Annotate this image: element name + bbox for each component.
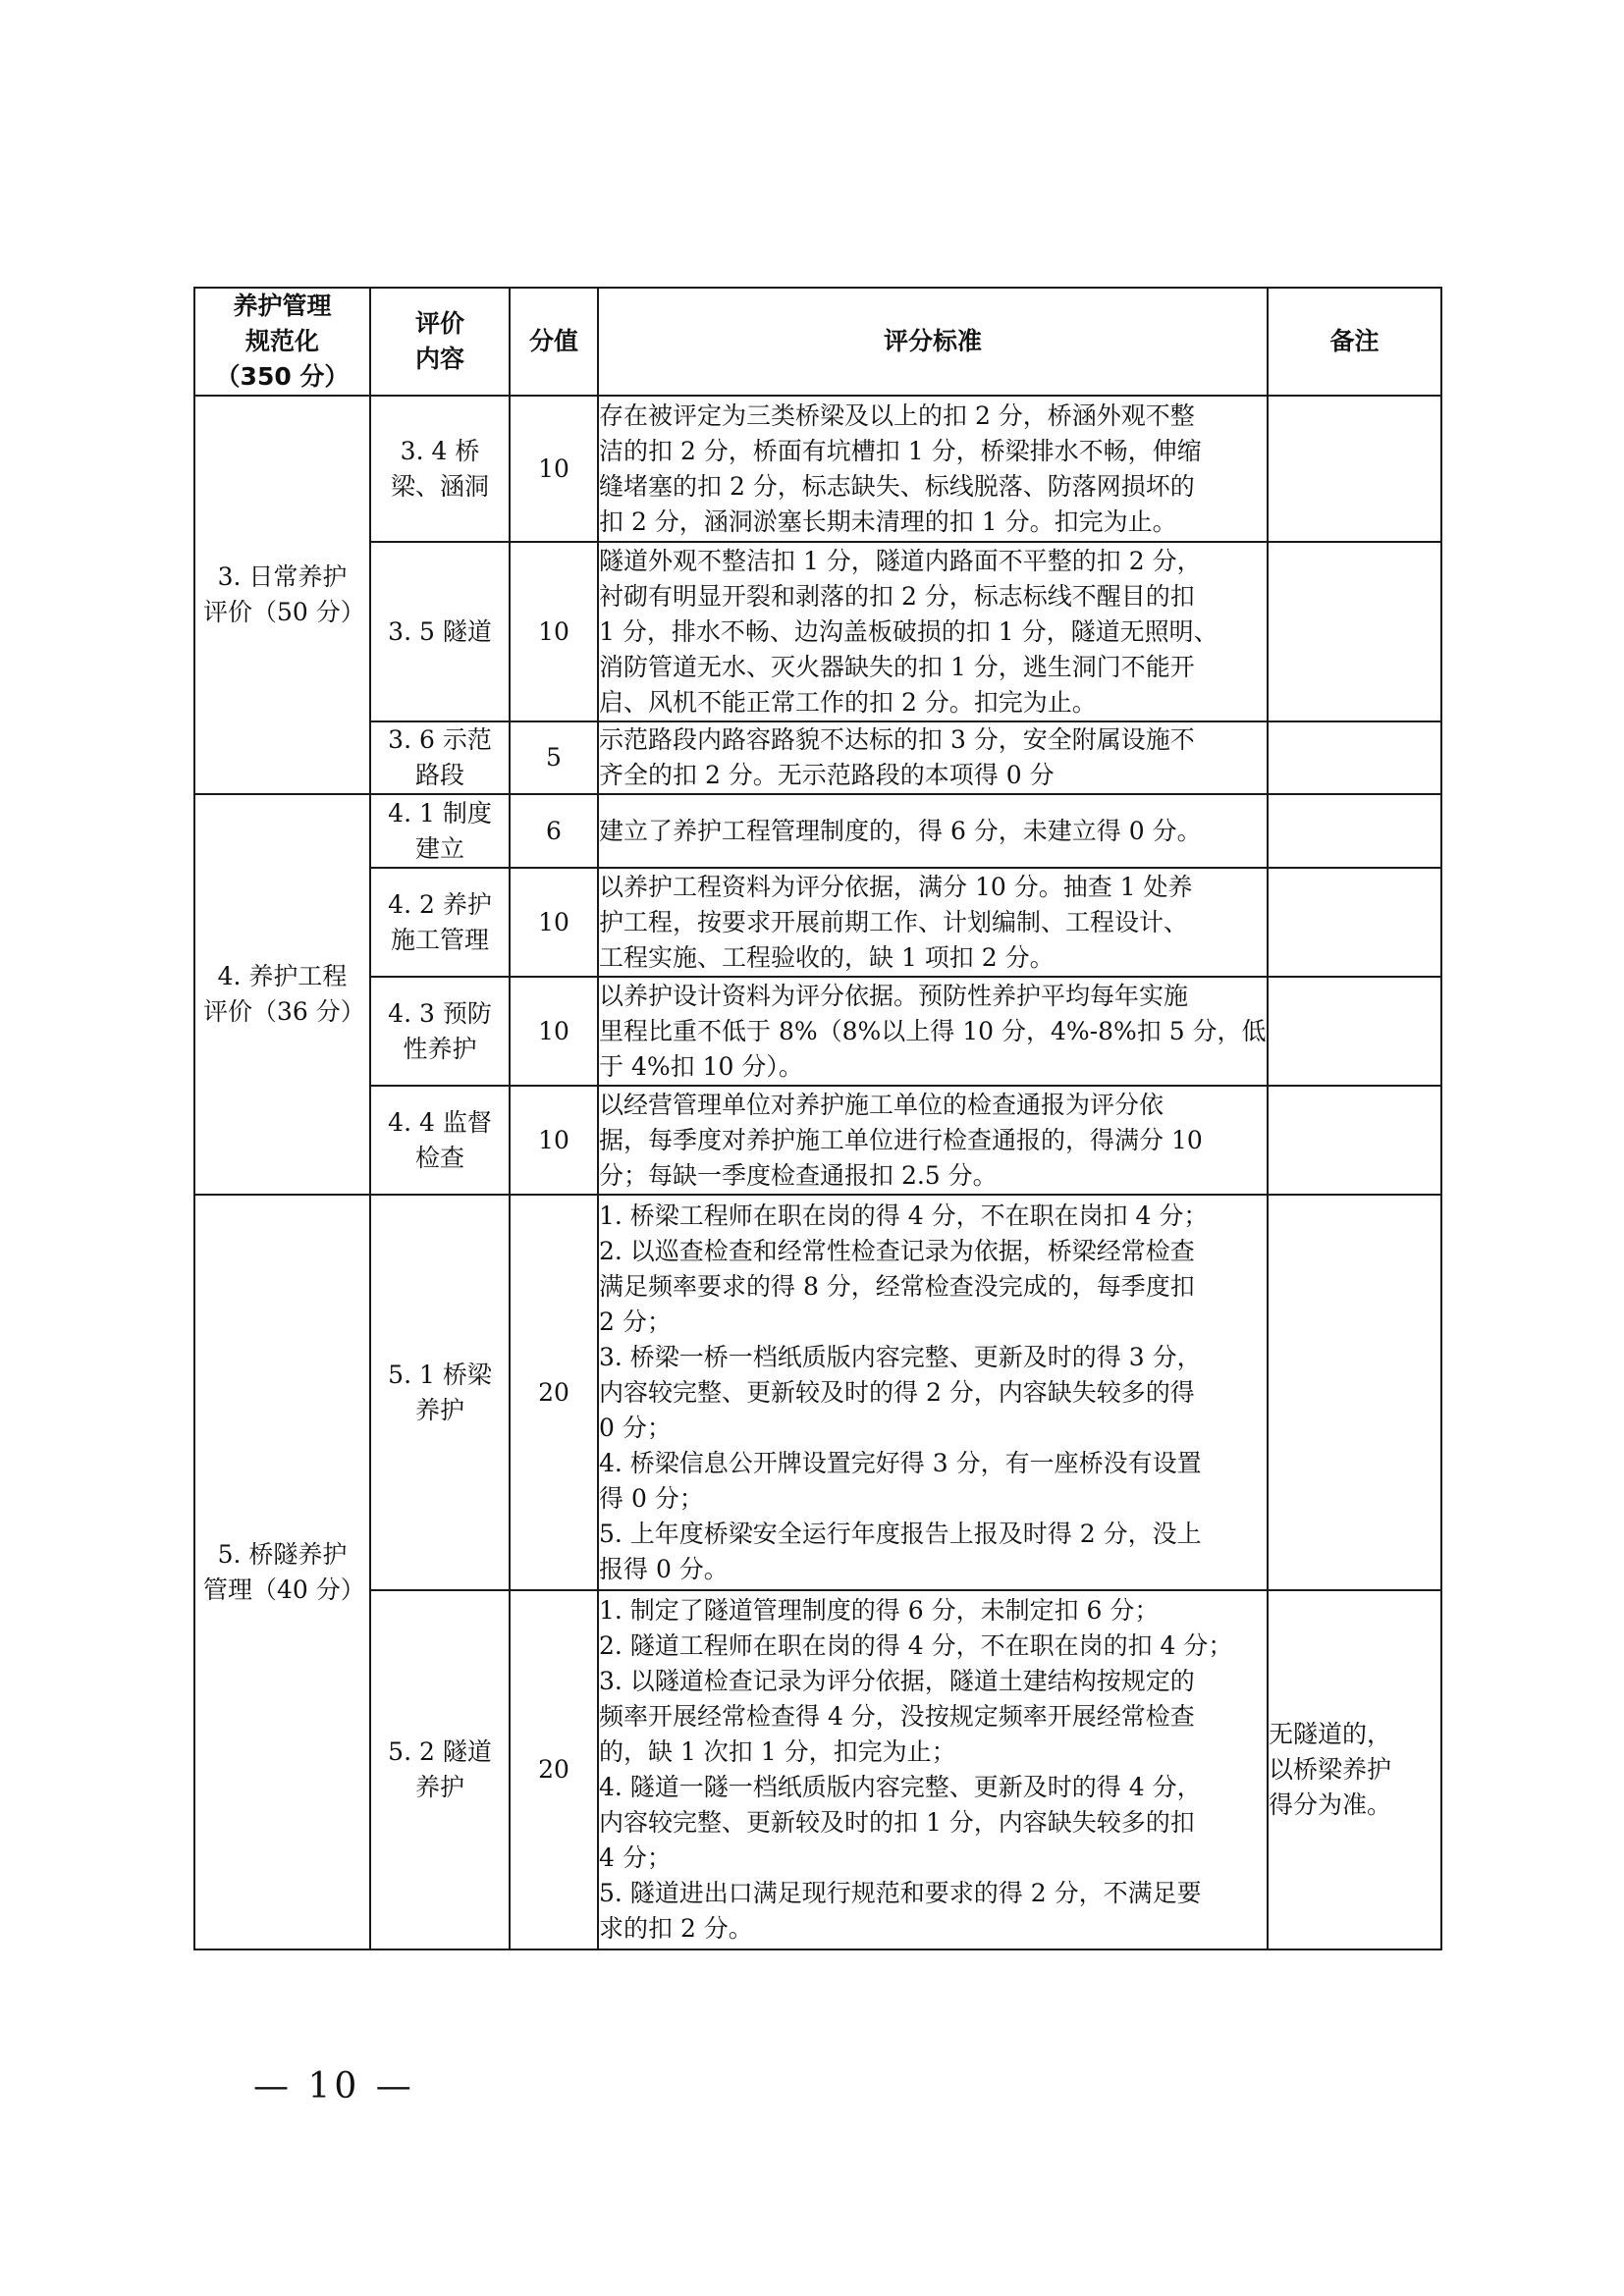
item-cell: 3. 4 桥 梁、涵洞 <box>370 396 510 542</box>
standard-cell <box>598 794 1268 868</box>
standard-cell <box>598 868 1268 977</box>
score-cell: 5 <box>510 721 598 794</box>
standard-line: 内容较完整、更新较及时的扣 1 分，内容缺失较多的扣 <box>599 1808 1195 1837</box>
item-cell: 3. 5 隧道 <box>370 542 510 721</box>
standard-line: 2. 以巡查检查和经常性检查记录为依据，桥梁经常检查 <box>599 1236 1195 1265</box>
standard-line: 护工程，按要求开展前期工作、计划编制、工程设计、 <box>599 907 1189 936</box>
category-cell: 5. 桥隧养护 管理（40 分） <box>194 1195 370 1949</box>
note-cell: 无隧道的， 以桥梁养护 得分为准。 <box>1268 1590 1441 1949</box>
standard-line: 求的扣 2 分。 <box>599 1914 753 1943</box>
score-cell: 20 <box>510 1195 598 1590</box>
note-cell <box>1268 794 1441 868</box>
header-item: 评价 内容 <box>370 288 510 396</box>
standard-line: 缝堵塞的扣 2 分，标志缺失、标线脱落、防落网损坏的 <box>599 471 1195 501</box>
header-note: 备注 <box>1268 288 1441 396</box>
item-cell: 5. 1 桥梁 养护 <box>370 1195 510 1590</box>
standard-line: 于 4%扣 10 分）。 <box>599 1051 803 1081</box>
score-cell: 20 <box>510 1590 598 1949</box>
category-cell: 4. 养护工程 评价（36 分） <box>194 794 370 1195</box>
standard-line: 5. 隧道进出口满足现行规范和要求的得 2 分，不满足要 <box>599 1879 1202 1907</box>
standard-line: 1. 制定了隧道管理制度的得 6 分，未制定扣 6 分； <box>599 1596 1160 1625</box>
standard-line: 5. 上年度桥梁安全运行年度报告上报及时得 2 分，没上 <box>599 1519 1202 1548</box>
note-cell <box>1268 977 1441 1086</box>
standard-line: 洁的扣 2 分，桥面有坑槽扣 1 分，桥梁排水不畅，伸缩 <box>599 436 1202 465</box>
item-cell: 4. 4 监督 检查 <box>370 1086 510 1195</box>
standard-line: 建立了养护工程管理制度的，得 6 分，未建立得 0 分。 <box>599 816 1202 845</box>
standard-line: 扣 2 分，涵洞淤塞长期未清理的扣 1 分。扣完为止。 <box>599 507 1177 536</box>
standard-line: 里程比重不低于 8%（8%以上得 10 分，4%-8%扣 5 分，低 <box>599 1016 1267 1045</box>
standard-line: 内容较完整、更新较及时的得 2 分，内容缺失较多的得 <box>599 1377 1195 1407</box>
standard-cell <box>598 721 1268 794</box>
standard-cell <box>598 396 1268 542</box>
item-cell: 5. 2 隧道 养护 <box>370 1590 510 1949</box>
header-category: 养护管理 规范化 （350 分） <box>194 288 370 396</box>
standard-line: 0 分； <box>599 1413 672 1442</box>
standard-line: 报得 0 分。 <box>599 1554 729 1583</box>
category-cell: 3. 日常养护 评价（50 分） <box>194 396 370 794</box>
standard-line: 1. 桥梁工程师在职在岗的得 4 分，不在职在岗扣 4 分； <box>599 1201 1209 1230</box>
item-cell: 4. 3 预防 性养护 <box>370 977 510 1086</box>
table-row <box>194 1590 1441 1949</box>
table-header-row <box>194 288 1441 396</box>
item-cell: 4. 1 制度 建立 <box>370 794 510 868</box>
score-cell: 10 <box>510 1086 598 1195</box>
standard-line: 满足频率要求的得 8 分，经常检查没完成的，每季度扣 <box>599 1271 1195 1301</box>
score-cell: 10 <box>510 868 598 977</box>
standard-line: 据，每季度对养护施工单位进行检查通报的，得满分 10 <box>599 1125 1203 1154</box>
standard-line: 示范路段内路容路貌不达标的扣 3 分，安全附属设施不 <box>599 725 1195 754</box>
note-cell <box>1268 1195 1441 1590</box>
score-cell: 6 <box>510 794 598 868</box>
standard-line: 衬砌有明显开裂和剥落的扣 2 分，标志标线不醒目的扣 <box>599 581 1195 611</box>
standard-line: 3. 以隧道检查记录为评分依据，隧道土建结构按规定的 <box>599 1667 1195 1695</box>
note-cell <box>1268 868 1441 977</box>
standard-line: 4 分； <box>599 1843 672 1872</box>
note-cell <box>1268 1086 1441 1195</box>
standard-line: 以养护工程资料为评分依据，满分 10 分。抽查 1 处养 <box>599 872 1193 901</box>
table-row <box>194 794 1441 868</box>
header-standard: 评分标准 <box>598 288 1268 396</box>
page-number: — 10 — <box>253 2066 415 2107</box>
table-row <box>194 1086 1441 1195</box>
note-cell <box>1268 542 1441 721</box>
standard-cell <box>598 1590 1268 1949</box>
standard-line: 的，缺 1 次扣 1 分，扣完为止； <box>599 1737 956 1766</box>
standard-line: 3. 桥梁一桥一档纸质版内容完整、更新及时的得 3 分， <box>599 1342 1202 1371</box>
standard-line: 得 0 分； <box>599 1483 704 1513</box>
standard-line: 存在被评定为三类桥梁及以上的扣 2 分，桥涵外观不整 <box>599 400 1195 430</box>
standard-line: 频率开展经常检查得 4 分，没按规定频率开展经常检查 <box>599 1702 1195 1731</box>
score-cell: 10 <box>510 396 598 542</box>
standard-line: 以养护设计资料为评分依据。预防性养护平均每年实施 <box>599 981 1189 1010</box>
scoring-table <box>193 287 1442 1950</box>
standard-cell <box>598 542 1268 721</box>
table-row <box>194 396 1441 542</box>
table-row <box>194 542 1441 721</box>
standard-line: 以经营管理单位对养护施工单位的检查通报为评分依 <box>599 1090 1164 1119</box>
standard-line: 4. 隧道一隧一档纸质版内容完整、更新及时的得 4 分， <box>599 1773 1202 1801</box>
standard-cell <box>598 1086 1268 1195</box>
item-cell: 4. 2 养护 施工管理 <box>370 868 510 977</box>
standard-line: 4. 桥梁信息公开牌设置完好得 3 分，有一座桥没有设置 <box>599 1448 1202 1477</box>
item-cell: 3. 6 示范 路段 <box>370 721 510 794</box>
standard-line: 分；每缺一季度检查通报扣 2.5 分。 <box>599 1160 998 1190</box>
standard-line: 1 分，排水不畅、边沟盖板破损的扣 1 分，隧道无照明、 <box>599 616 1218 646</box>
standard-line: 2 分； <box>599 1307 672 1336</box>
standard-line: 消防管道无水、灭火器缺失的扣 1 分，逃生洞门不能开 <box>599 652 1195 681</box>
note-cell <box>1268 396 1441 542</box>
standard-line: 齐全的扣 2 分。无示范路段的本项得 0 分 <box>599 761 1055 789</box>
standard-line: 启、风机不能正常工作的扣 2 分。扣完为止。 <box>599 687 1097 717</box>
score-cell: 10 <box>510 542 598 721</box>
score-cell: 10 <box>510 977 598 1086</box>
standard-cell <box>598 977 1268 1086</box>
standard-cell <box>598 1195 1268 1590</box>
standard-line: 2. 隧道工程师在职在岗的得 4 分，不在职在岗的扣 4 分； <box>599 1631 1233 1660</box>
table-row <box>194 721 1441 794</box>
standard-line: 隧道外观不整洁扣 1 分，隧道内路面不平整的扣 2 分， <box>599 546 1202 575</box>
table-row <box>194 1195 1441 1590</box>
table-row <box>194 977 1441 1086</box>
note-cell <box>1268 721 1441 794</box>
header-score: 分值 <box>510 288 598 396</box>
standard-line: 工程实施、工程验收的，缺 1 项扣 2 分。 <box>599 942 1055 972</box>
table-row <box>194 868 1441 977</box>
